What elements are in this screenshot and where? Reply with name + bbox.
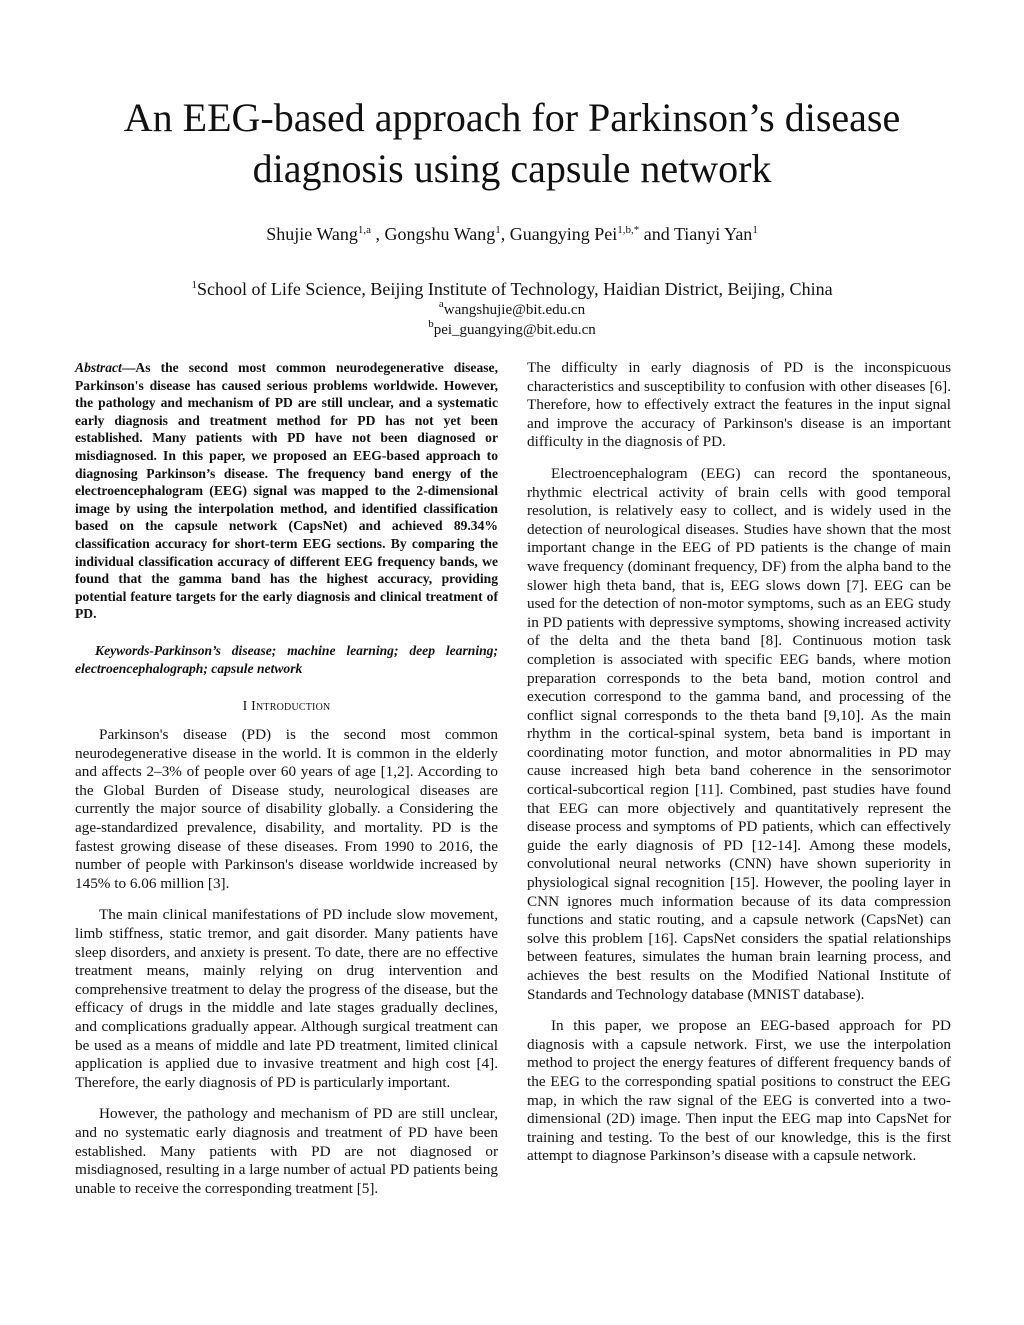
- email-mark: a: [438, 298, 444, 310]
- author-name: Guangying Pei: [509, 224, 618, 244]
- author-name: Shujie Wang: [266, 224, 358, 244]
- author-separator: ,: [500, 224, 510, 244]
- author-name: Tianyi Yan: [673, 224, 753, 244]
- body-paragraph: The difficulty in early diagnosis of PD is the inconspicuous characteristics and susceptibility to confusion with other diseases [6]. Therefore, how to effectively extract the features in the input signal and improve the accuracy of Parkinson's disease is an important difficulty in the diagnosis of PD.: [527, 359, 951, 451]
- author-affiliation-mark: 1: [495, 224, 501, 236]
- right-column: [527, 359, 951, 1179]
- body-paragraph: Parkinson's disease (PD) is the second most common neurodegenerative disease in the world. It is common in the elderly and affects 2–3% of people over 60 years of age [1,2]. According to the Global Burden of Disease study, neurological diseases are currently the major source of disability globally. a Considering the age-standardized prevalence, disability, and mortality. PD is the fastest growing disease of these diseases. From 1990 to 2016, the number of people with Parkinson's disease worldwide increased by 145% to 6.06 million [3].: [75, 726, 498, 892]
- email-mark: b: [428, 318, 434, 330]
- keywords: Keywords-Parkinson’s disease; machine learning; deep learning; electroencephalograph; capsule network: [75, 642, 498, 676]
- author-separator: ,: [371, 224, 385, 244]
- author-affiliation-mark: 1,b,*: [617, 224, 640, 236]
- section-heading: I Introduction: [242, 699, 331, 715]
- author-affiliation-mark: 1: [752, 224, 758, 236]
- body-paragraph: In this paper, we propose an EEG-based approach for PD diagnosis with a capsule network. First, we use the interpolation method to project the energy features of different frequency bands of the EEG to the corresponding spatial positions to construct the EEG map, in which the raw signal of the EEG is converted into a two-dimensional (2D) image. Then input the EEG map into CapsNet for training and testing. To the best of our knowledge, this is the first attempt to diagnose Parkinson’s disease with a capsule network.: [527, 1017, 951, 1165]
- email-line: [0, 300, 1024, 320]
- affiliation-block: [0, 278, 1024, 340]
- affiliation-text: School of Life Science, Beijing Institute of Technology, Haidian District, Beijing, China: [196, 279, 833, 299]
- affiliation-mark: 1: [191, 279, 197, 291]
- body-paragraph: Electroencephalogram (EEG) can record the spontaneous, rhythmic electrical activity of brain cells with good temporal resolution, is relatively easy to collect, and is widely used in the detection of neurological diseases. Studies have shown that the most important change in the EEG of PD patients is the change of main wave frequency (dominant frequency, DF) from the alpha band to the slower high theta band, that is, EEG slows down [7]. EEG can be used for the detection of non-motor symptoms, such as an EEG study in PD patients with depressive symptoms, showing increased activity of the delta and the theta band [8]. Continuous motion task completion is associated with specific EEG bands, where motion preparation corresponds to the beta band, motion control and execution correspond to the gamma band, and processing of the conflict signal corresponds to the theta band [9,10]. As the main rhythm in the cortical-spinal system, beta band is important in coordinating motor function, and motor abnormalities in PD may cause increased high beta band coherence in the sensorimotor cortical-subcortical region [11]. Combined, past studies have found that EEG can more objectively and quantitatively represent the disease process and symptoms of PD patients, which can effectively guide the early diagnosis of PD [12-14]. Among these models, convolutional neural networks (CNN) have shown superiority in physiological signal recognition [15]. However, the pooling layer in CNN ignores much information because of its data compression functions and static routing, and a capsule network (CapsNet) can solve this problem [16]. CapsNet considers the spatial relationships between features, simulates the human brain learning process, and achieves the best results on the Modified National Institute of Standards and Technology database (MNIST database).: [527, 464, 951, 1003]
- abstract: [75, 359, 498, 623]
- author-separator: and: [639, 224, 674, 244]
- paper-title: An EEG-based approach for Parkinson’s disease diagnosis using capsule network: [123, 95, 901, 191]
- left-column: [75, 359, 498, 1211]
- author-name: Gongshu Wang: [384, 224, 496, 244]
- email-address[interactable]: wangshujie@bit.edu.cn: [443, 302, 586, 318]
- body-paragraph: However, the pathology and mechanism of PD are still unclear, and no systematic early diagnosis and treatment of PD have been established. Many patients with PD are not diagnosed or misdiagnosed, resulting in a large number of actual PD patients being unable to receive the corresponding treatment [5].: [75, 1105, 498, 1197]
- email-line: [0, 320, 1024, 340]
- body-paragraph: The main clinical manifestations of PD include slow movement, limb stiffness, static tremor, and gait disorder. Many patients have sleep disorders, and anxiety is present. To date, there are no effective treatment means, mainly relying on drug intervention and comprehensive treatment to delay the progress of the disease, but the efficacy of drugs in the middle and late stages gradually declines, and complications gradually appear. Although surgical treatment can be used as a means of middle and late PD treatment, limited clinical application is applied due to invasive treatment and high cost [4]. Therefore, the early diagnosis of PD is particularly important.: [75, 906, 498, 1091]
- affiliation-line: [0, 278, 1024, 300]
- email-address[interactable]: pei_guangying@bit.edu.cn: [433, 322, 596, 338]
- author-list: [0, 222, 1024, 246]
- abstract-text: —As the second most common neurodegenerative disease, Parkinson's disease has caused serious problems worldwide. However, the pathology and mechanism of PD are still unclear, and a systematic early diagnosis and treatment method for PD has not yet been established. Many patients with PD have not been diagnosed or misdiagnosed. In this paper, we proposed an EEG-based approach to diagnosing Parkinson’s disease. The frequency band energy of the electroencephalogram (EEG) signal was mapped to the 2-dimensional image by using the interpolation method, and identified classification based on the capsule network (CapsNet) and achieved 89.34% classification accuracy for short-term EEG sections. By comparing the individual classification accuracy of different EEG frequency bands, we found that the gamma band has the highest accuracy, providing potential feature targets for the early diagnosis and clinical treatment of PD.: [75, 360, 498, 622]
- author-affiliation-mark: 1,a: [357, 224, 372, 236]
- abstract-label: Abstract: [75, 360, 122, 375]
